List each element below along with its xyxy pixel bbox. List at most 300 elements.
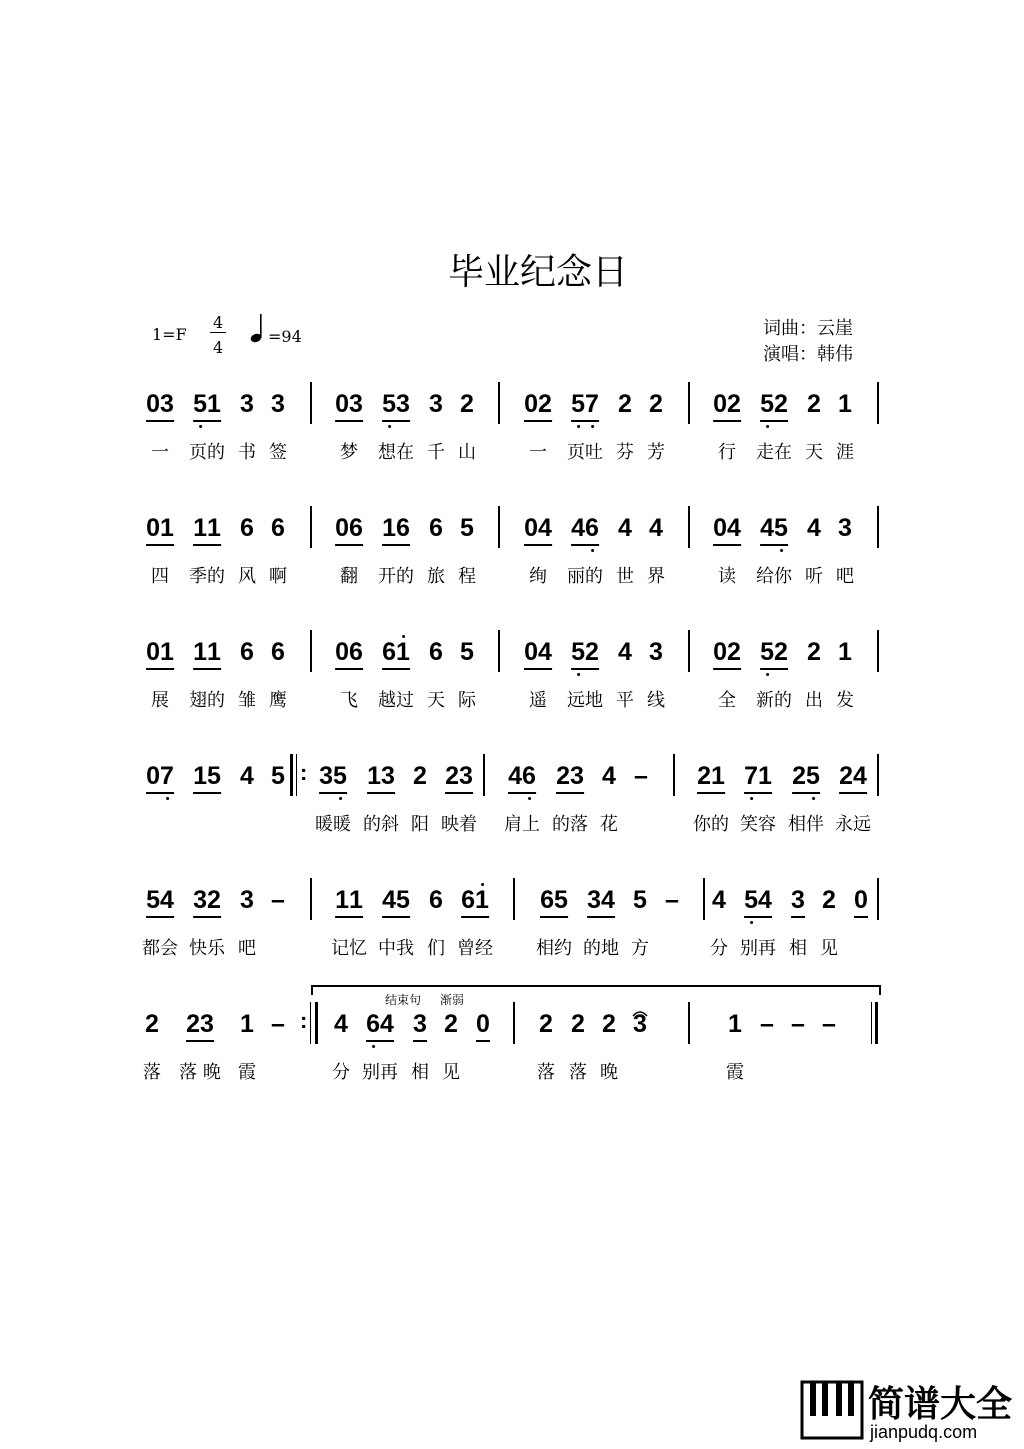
note: 4	[334, 1010, 348, 1038]
lyric: 千	[427, 442, 445, 463]
note-group	[822, 886, 836, 915]
lyric: 全	[718, 690, 736, 711]
note: 6	[240, 638, 254, 666]
lyric: 际	[458, 690, 476, 711]
note-group	[838, 514, 852, 543]
note-group	[713, 390, 741, 422]
note: 4	[160, 886, 174, 914]
lyric: 你的	[693, 814, 729, 835]
note-group	[744, 886, 772, 918]
lyric: 快乐	[189, 938, 225, 959]
note: 0	[713, 390, 727, 418]
singer: 演唱：韩伟	[763, 344, 853, 365]
note: 0	[476, 1010, 490, 1038]
note-group	[186, 1010, 214, 1042]
note: 1	[193, 762, 207, 790]
barline	[877, 630, 879, 672]
note: 4	[853, 762, 867, 790]
barline	[310, 382, 312, 424]
lyric: 永远	[835, 814, 871, 835]
note: 2	[618, 390, 632, 418]
note: –	[760, 1010, 774, 1038]
credits	[763, 316, 853, 368]
lyric: 相约	[536, 938, 572, 959]
lyric: 花	[600, 814, 618, 835]
repeat-dots: :	[300, 1008, 308, 1033]
note-group	[193, 638, 221, 670]
note-group	[807, 390, 821, 419]
lyric: 页的	[189, 442, 225, 463]
tempo: =94	[268, 327, 302, 346]
note: 7	[160, 762, 174, 790]
lyric: 书	[238, 442, 256, 463]
note: 6	[349, 514, 363, 542]
lyric: 阳	[411, 814, 429, 835]
lyric: 发	[836, 690, 854, 711]
note: 1	[349, 886, 363, 914]
lyric: 相伴	[788, 814, 824, 835]
note-group	[382, 638, 410, 670]
repeat-start-barline-thin	[296, 754, 297, 796]
note: 3	[271, 390, 285, 418]
lyric: 芬	[616, 442, 634, 463]
note-group	[791, 1010, 805, 1039]
note: 4	[508, 762, 522, 790]
note-group	[146, 514, 174, 546]
note: 1	[207, 390, 221, 418]
lyric: 平	[616, 690, 634, 711]
note: 1	[711, 762, 725, 790]
note: 6	[522, 762, 536, 790]
note: 0	[854, 886, 868, 914]
note: 1	[758, 762, 772, 790]
note: 3	[459, 762, 473, 790]
note-group	[445, 762, 473, 794]
note: 3	[200, 1010, 214, 1038]
note: 2	[697, 762, 711, 790]
lyric: 界	[647, 566, 665, 587]
note-group	[193, 886, 221, 918]
lyric: 给你	[756, 566, 792, 587]
note-group	[460, 390, 474, 419]
note: 5	[774, 514, 788, 542]
note: 3	[429, 390, 443, 418]
note: 3	[587, 886, 601, 914]
barline	[498, 506, 500, 548]
note: 3	[649, 638, 663, 666]
note-group	[240, 390, 254, 419]
note: 4	[727, 514, 741, 542]
note-group	[335, 638, 363, 670]
note-group	[334, 1010, 348, 1039]
lyric: 落 晚	[179, 1062, 221, 1083]
note-group	[335, 390, 363, 422]
note: 1	[728, 1010, 742, 1038]
barline	[498, 382, 500, 424]
lyric: 天	[427, 690, 445, 711]
repeat-end-barline	[310, 1002, 311, 1044]
note-group	[839, 762, 867, 794]
note: 6	[429, 638, 443, 666]
note-group	[193, 762, 221, 794]
barline	[310, 878, 312, 920]
lyric: 们	[427, 938, 445, 959]
note-group	[649, 638, 663, 667]
lyric: 落	[569, 1062, 587, 1083]
note: –	[271, 886, 285, 914]
note-group	[240, 762, 254, 791]
note-group	[413, 762, 427, 791]
lyric: 的斜	[363, 814, 399, 835]
note-group	[460, 514, 474, 543]
lyric: 映着	[441, 814, 477, 835]
diminuendo-label: 渐弱	[440, 993, 465, 1007]
note: 5	[193, 390, 207, 418]
lyric: 绚	[529, 566, 547, 587]
note-group	[271, 1010, 285, 1039]
note: 6	[366, 1010, 380, 1038]
note-group	[760, 390, 788, 422]
note: 7	[744, 762, 758, 790]
note-group	[728, 1010, 742, 1039]
svg-text:jianpudq.com: jianpudq.com	[870, 1422, 978, 1442]
note: 5	[760, 390, 774, 418]
note: 2	[539, 1010, 553, 1038]
lyric: 鹰	[269, 690, 287, 711]
lyric: 出	[805, 690, 823, 711]
note: 0	[335, 638, 349, 666]
note: 2	[585, 638, 599, 666]
note-group	[146, 886, 174, 918]
barline	[688, 1002, 690, 1044]
note-group	[540, 886, 568, 918]
lyric: 的落	[552, 814, 588, 835]
barline	[498, 630, 500, 672]
note-group	[602, 1010, 616, 1039]
note: 2	[186, 1010, 200, 1038]
note: –	[791, 1010, 805, 1038]
site-logo	[800, 1380, 1020, 1447]
note-group	[240, 514, 254, 543]
lyric: 飞	[340, 690, 358, 711]
note: 3	[381, 762, 395, 790]
song-title: 毕业纪念日	[447, 252, 628, 293]
fermata-icon	[632, 1004, 648, 1012]
note-group	[429, 390, 443, 419]
note: 6	[429, 886, 443, 914]
note-group	[697, 762, 725, 794]
note-group	[807, 638, 821, 667]
lyric: 见	[820, 938, 838, 959]
note: 5	[382, 390, 396, 418]
note-group	[618, 514, 632, 543]
note-group	[760, 514, 788, 546]
ending-phrase-label: 结束句	[385, 993, 422, 1007]
note: 5	[207, 762, 221, 790]
note-group	[508, 762, 536, 794]
note: 0	[524, 390, 538, 418]
lyric: 远地	[567, 690, 603, 711]
note: 3	[838, 514, 852, 542]
repeat-start-barline	[290, 754, 293, 796]
note-group	[618, 638, 632, 667]
lyric: 雏	[238, 690, 256, 711]
note-group	[571, 638, 599, 670]
note: 5	[271, 762, 285, 790]
note: 6	[585, 514, 599, 542]
note: 2	[649, 390, 663, 418]
lyric: 翅的	[189, 690, 225, 711]
note: 1	[838, 638, 852, 666]
barline	[877, 878, 879, 920]
lyric: 遥	[529, 690, 547, 711]
barline	[310, 630, 312, 672]
note-group	[382, 886, 410, 918]
note-group	[382, 390, 410, 422]
note-group	[335, 886, 363, 918]
lyric: 曾经	[457, 938, 493, 959]
note: 0	[146, 390, 160, 418]
note-group	[382, 514, 410, 546]
note: 4	[807, 514, 821, 542]
note-group	[524, 390, 552, 422]
note: 1	[335, 886, 349, 914]
note-group	[271, 514, 285, 543]
lyric: 听	[805, 566, 823, 587]
lyric: 别再	[740, 938, 776, 959]
lyric: 丽的	[567, 566, 603, 587]
note: 5	[806, 762, 820, 790]
barline	[877, 506, 879, 548]
note: 4	[602, 762, 616, 790]
note: 1	[207, 638, 221, 666]
barline	[673, 754, 675, 796]
barline	[688, 630, 690, 672]
note: 4	[382, 886, 396, 914]
lyric: 走在	[756, 442, 792, 463]
lyric: 翻	[340, 566, 358, 587]
note: 6	[271, 514, 285, 542]
lyric: 风	[238, 566, 256, 587]
lyric: 肩上	[504, 814, 540, 835]
note: 4	[601, 886, 615, 914]
note-group	[539, 1010, 553, 1039]
barline	[483, 754, 485, 796]
note-group	[712, 886, 726, 915]
note: 6	[540, 886, 554, 914]
note: 0	[146, 514, 160, 542]
note: 2	[807, 390, 821, 418]
final-barline-thin	[871, 1002, 872, 1044]
note: 2	[774, 638, 788, 666]
note: 1	[160, 514, 174, 542]
lyric: 吧	[238, 938, 256, 959]
time-signature-line	[210, 332, 226, 333]
note: 1	[193, 638, 207, 666]
note: 3	[193, 886, 207, 914]
note-group	[367, 762, 395, 794]
note: 5	[554, 886, 568, 914]
note-group	[713, 514, 741, 546]
note-group	[571, 514, 599, 546]
note-group	[524, 514, 552, 546]
note-group	[792, 762, 820, 794]
note: 2	[727, 638, 741, 666]
lyric: 读	[718, 566, 736, 587]
note-group	[838, 390, 852, 419]
lyric: 方	[631, 938, 649, 959]
note: 3	[319, 762, 333, 790]
note: 0	[335, 514, 349, 542]
lyric: 霞	[726, 1062, 744, 1083]
note: 1	[367, 762, 381, 790]
repeat-end-barline-thick	[315, 1002, 318, 1044]
lyricist-composer: 词曲：云崖	[763, 318, 853, 339]
note: 4	[240, 762, 254, 790]
note-group	[429, 514, 443, 543]
note: 0	[524, 514, 538, 542]
note: 2	[774, 390, 788, 418]
note: 1	[382, 514, 396, 542]
note: –	[822, 1010, 836, 1038]
note: 4	[571, 514, 585, 542]
note-group	[146, 638, 174, 670]
note-group	[760, 638, 788, 670]
note: 6	[271, 638, 285, 666]
note: 5	[633, 886, 647, 914]
note-group	[665, 886, 679, 915]
note: 0	[335, 390, 349, 418]
lyric: 落	[143, 1062, 161, 1083]
note: 5	[744, 886, 758, 914]
note-group	[240, 1010, 254, 1039]
lyric: 一	[151, 442, 169, 463]
note-group	[413, 1010, 427, 1042]
note-group	[649, 514, 663, 543]
note: 3	[240, 886, 254, 914]
note: 5	[146, 886, 160, 914]
note: 3	[396, 390, 410, 418]
note-group	[807, 514, 821, 543]
note: 2	[445, 762, 459, 790]
repeat-dots: :	[300, 760, 308, 785]
barline	[877, 754, 879, 796]
lyric: 吧	[836, 566, 854, 587]
note-group	[240, 886, 254, 915]
lyric: 行	[718, 442, 736, 463]
note-group	[571, 390, 599, 422]
note: 3	[240, 390, 254, 418]
note: 5	[396, 886, 410, 914]
note: 6	[461, 886, 475, 914]
note-group	[744, 762, 772, 794]
note: 2	[556, 762, 570, 790]
note-group	[524, 638, 552, 670]
note-group	[271, 886, 285, 915]
note: 2	[145, 1010, 159, 1038]
note: 6	[240, 514, 254, 542]
note: 1	[475, 886, 489, 914]
note: 0	[524, 638, 538, 666]
note: –	[665, 886, 679, 914]
note-group	[556, 762, 584, 794]
barline	[877, 382, 879, 424]
note: 2	[207, 886, 221, 914]
note: 0	[146, 638, 160, 666]
note: 1	[838, 390, 852, 418]
barline	[688, 506, 690, 548]
note-group	[429, 638, 443, 667]
note: 7	[585, 390, 599, 418]
note: 4	[758, 886, 772, 914]
note-group	[634, 762, 648, 791]
note-group	[146, 390, 174, 422]
lyric: 涯	[836, 442, 854, 463]
note: 2	[839, 762, 853, 790]
note: 4	[380, 1010, 394, 1038]
lyric: 笑容	[740, 814, 776, 835]
barline	[513, 1002, 515, 1044]
note: 2	[571, 1010, 585, 1038]
lyric: 啊	[269, 566, 287, 587]
note: 3	[160, 390, 174, 418]
note: 4	[649, 514, 663, 542]
lyric: 中我	[378, 938, 414, 959]
note: 2	[727, 390, 741, 418]
note: 0	[713, 514, 727, 542]
note: 3	[413, 1010, 427, 1038]
note-group	[760, 1010, 774, 1039]
lyric: 暖暖	[315, 814, 351, 835]
note: 3	[633, 1010, 647, 1038]
note: 2	[602, 1010, 616, 1038]
note: 4	[618, 514, 632, 542]
note: 2	[792, 762, 806, 790]
lyric: 四	[151, 566, 169, 587]
note-group	[335, 514, 363, 546]
note-group	[271, 762, 285, 791]
note-group	[649, 390, 663, 419]
note-group	[271, 390, 285, 419]
note: 2	[538, 390, 552, 418]
time-signature-top: 4	[213, 313, 224, 332]
note-group	[461, 886, 489, 918]
note-group	[571, 1010, 585, 1039]
lyric: 相	[411, 1062, 429, 1083]
note: 5	[571, 638, 585, 666]
lyric: 山	[458, 442, 476, 463]
note: 4	[760, 514, 774, 542]
note: 6	[429, 514, 443, 542]
barline	[688, 382, 690, 424]
note-group	[460, 638, 474, 667]
note: 6	[382, 638, 396, 666]
lyric: 分	[332, 1062, 350, 1083]
note: 5	[333, 762, 347, 790]
note: –	[271, 1010, 285, 1038]
lyric: 线	[647, 690, 665, 711]
note: 5	[760, 638, 774, 666]
key-signature: 1=F	[152, 325, 187, 344]
note-group	[713, 638, 741, 670]
note-group	[791, 886, 805, 918]
note-group	[366, 1010, 394, 1042]
final-barline-thick	[875, 1002, 878, 1044]
note: 2	[444, 1010, 458, 1038]
note: 1	[240, 1010, 254, 1038]
lyric: 世	[616, 566, 634, 587]
lyric: 越过	[378, 690, 414, 711]
